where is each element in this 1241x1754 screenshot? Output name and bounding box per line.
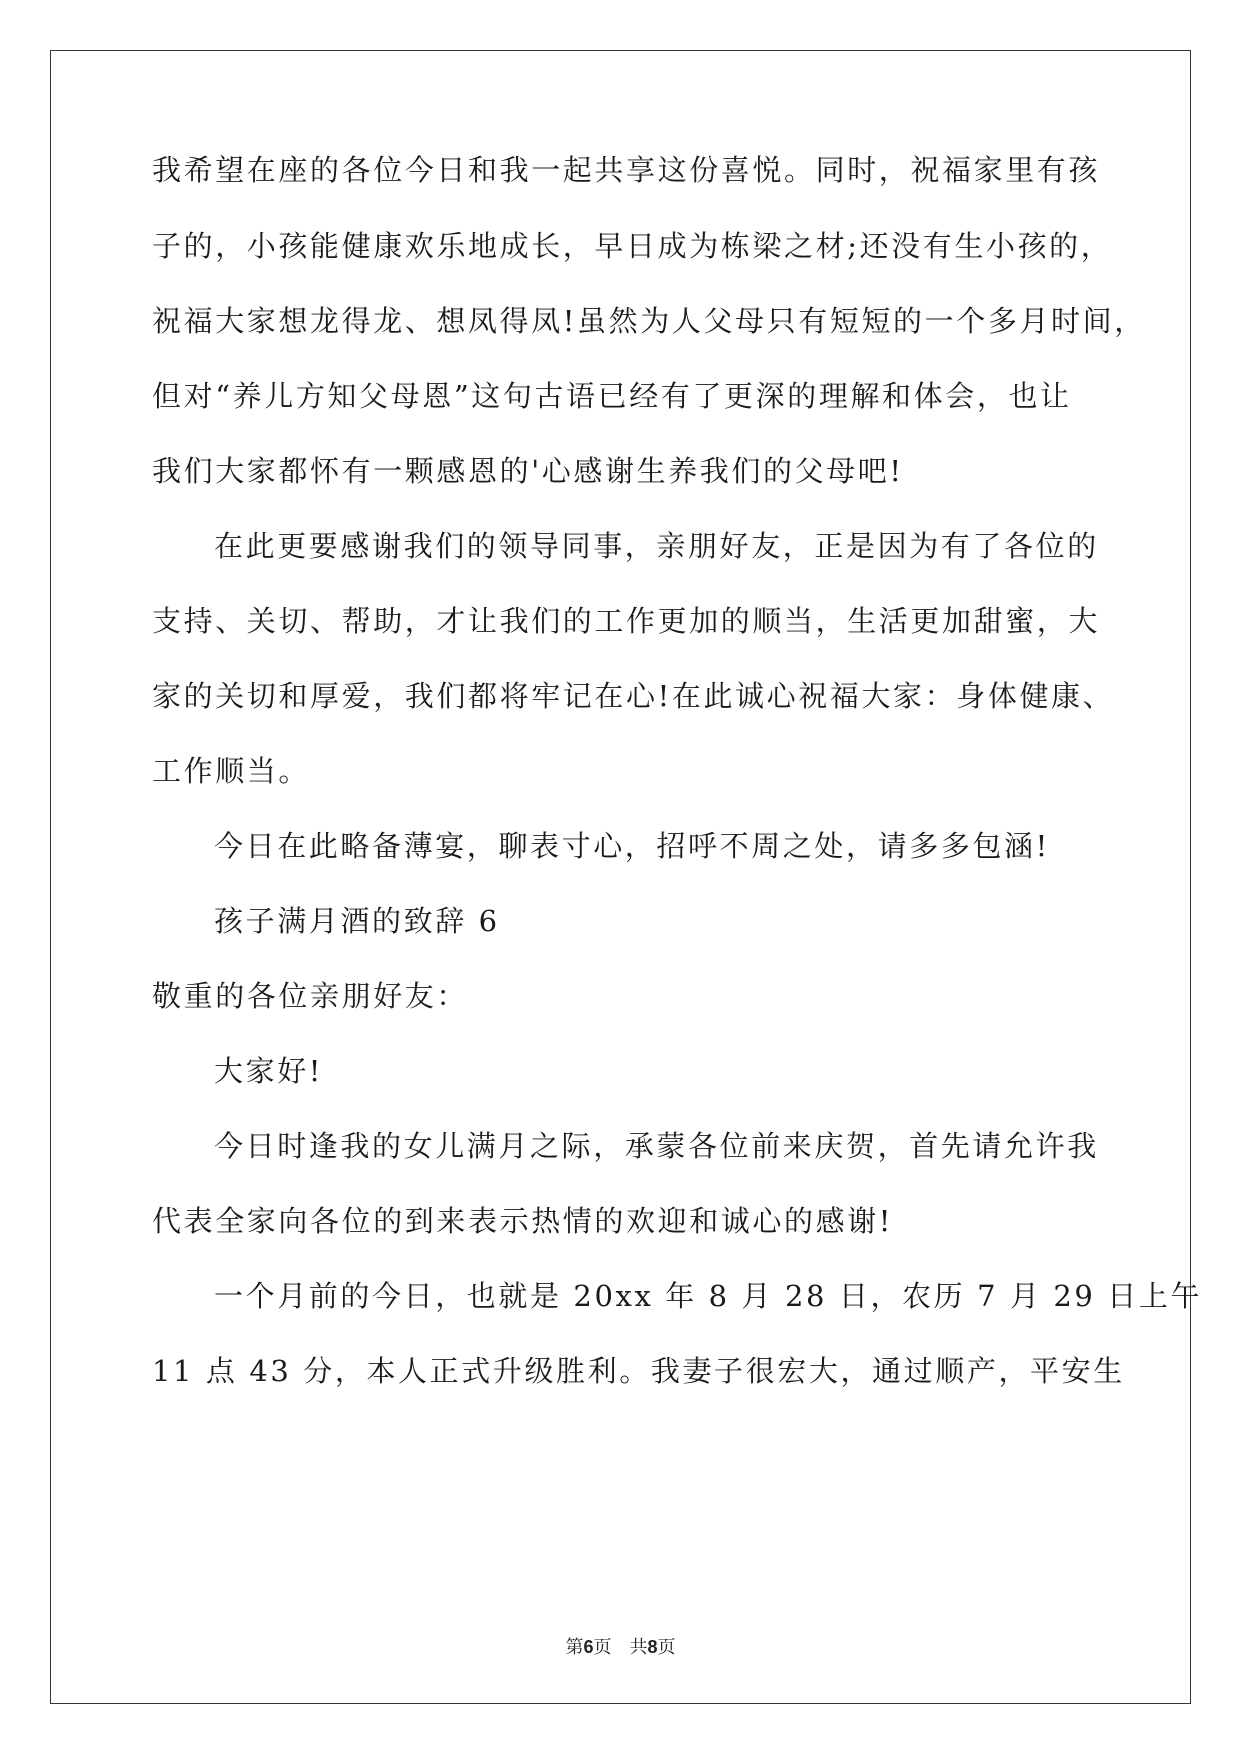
text-line: 但对“养儿方知父母恩”这句古语已经有了更深的理解和体会，也让 <box>152 379 1072 413</box>
text-line: 支持、关切、帮助，才让我们的工作更加的顺当，生活更加甜蜜，大 <box>152 604 1101 638</box>
paragraph-start: 今日时逢我的女儿满月之际，承蒙各位前来庆贺，首先请允许我 <box>214 1129 1099 1163</box>
footer-mid: 页 共 <box>593 1637 648 1658</box>
page-border <box>50 50 1191 1704</box>
paragraph-start: 今日在此略备薄宴，聊表寸心，招呼不周之处，请多多包涵! <box>214 829 1050 863</box>
text-line: 祝福大家想龙得龙、想凤得凤!虽然为人父母只有短短的一个多月时间， <box>152 304 1146 338</box>
text-line: 代表全家向各位的到来表示热情的欢迎和诚心的感谢! <box>152 1204 894 1238</box>
paragraph-start: 一个月前的今日，也就是 20xx 年 8 月 28 日，农历 7 月 29 日上午 <box>214 1279 1203 1313</box>
text-line: 我们大家都怀有一颗感恩的'心感谢生养我们的父母吧! <box>152 454 904 488</box>
greeting: 大家好! <box>214 1054 324 1088</box>
paragraph-start: 在此更要感谢我们的领导同事，亲朋好友，正是因为有了各位的 <box>214 529 1099 563</box>
text-line: 家的关切和厚爱，我们都将牢记在心!在此诚心祝福大家：身体健康、 <box>152 679 1115 713</box>
text-line: 工作顺当。 <box>152 754 311 788</box>
salutation: 敬重的各位亲朋好友： <box>152 979 469 1013</box>
text-line: 11 点 43 分，本人正式升级胜利。我妻子很宏大，通过顺产，平安生 <box>152 1354 1125 1388</box>
current-page-number: 6 <box>583 1637 594 1657</box>
footer-prefix: 第 <box>565 1637 584 1658</box>
footer-suffix: 页 <box>657 1637 676 1658</box>
page-footer <box>0 1633 1241 1659</box>
text-line: 我希望在座的各位今日和我一起共享这份喜悦。同时，祝福家里有孩 <box>152 153 1101 187</box>
text-line: 子的，小孩能健康欢乐地成长，早日成为栋梁之材;还没有生小孩的， <box>152 229 1113 263</box>
total-page-number: 8 <box>647 1637 658 1657</box>
section-heading: 孩子满月酒的致辞 6 <box>214 904 500 938</box>
